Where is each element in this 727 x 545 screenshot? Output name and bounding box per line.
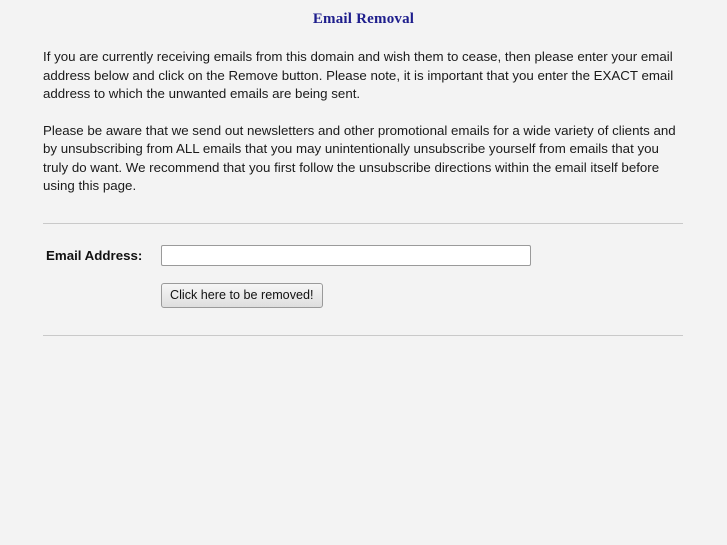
divider-bottom [43, 335, 683, 336]
divider-top [43, 223, 683, 224]
remove-button[interactable]: Click here to be removed! [161, 283, 323, 308]
email-form-row [43, 245, 683, 266]
submit-row [43, 283, 683, 308]
email-input[interactable] [161, 245, 531, 266]
email-field-label: Email Address: [46, 247, 143, 263]
page-content [43, 48, 683, 336]
page-title: Email Removal [312, 11, 415, 27]
warning-paragraph: Please be aware that we send out newsletters and other promotional emails for a wide variety of clients and by unsubscribing from ALL emails that you may unintentionally unsubscribe yourself from emails that you truly do want. We recommend that you first follow the unsubscribe directions within the email itself before using this page. [43, 122, 676, 193]
intro-paragraph: If you are currently receiving emails from this domain and wish them to cease, then please enter your email address below and click on the Remove button. Please note, it is important that you enter the EXACT email address to which the unwanted emails are being sent. [43, 49, 674, 101]
